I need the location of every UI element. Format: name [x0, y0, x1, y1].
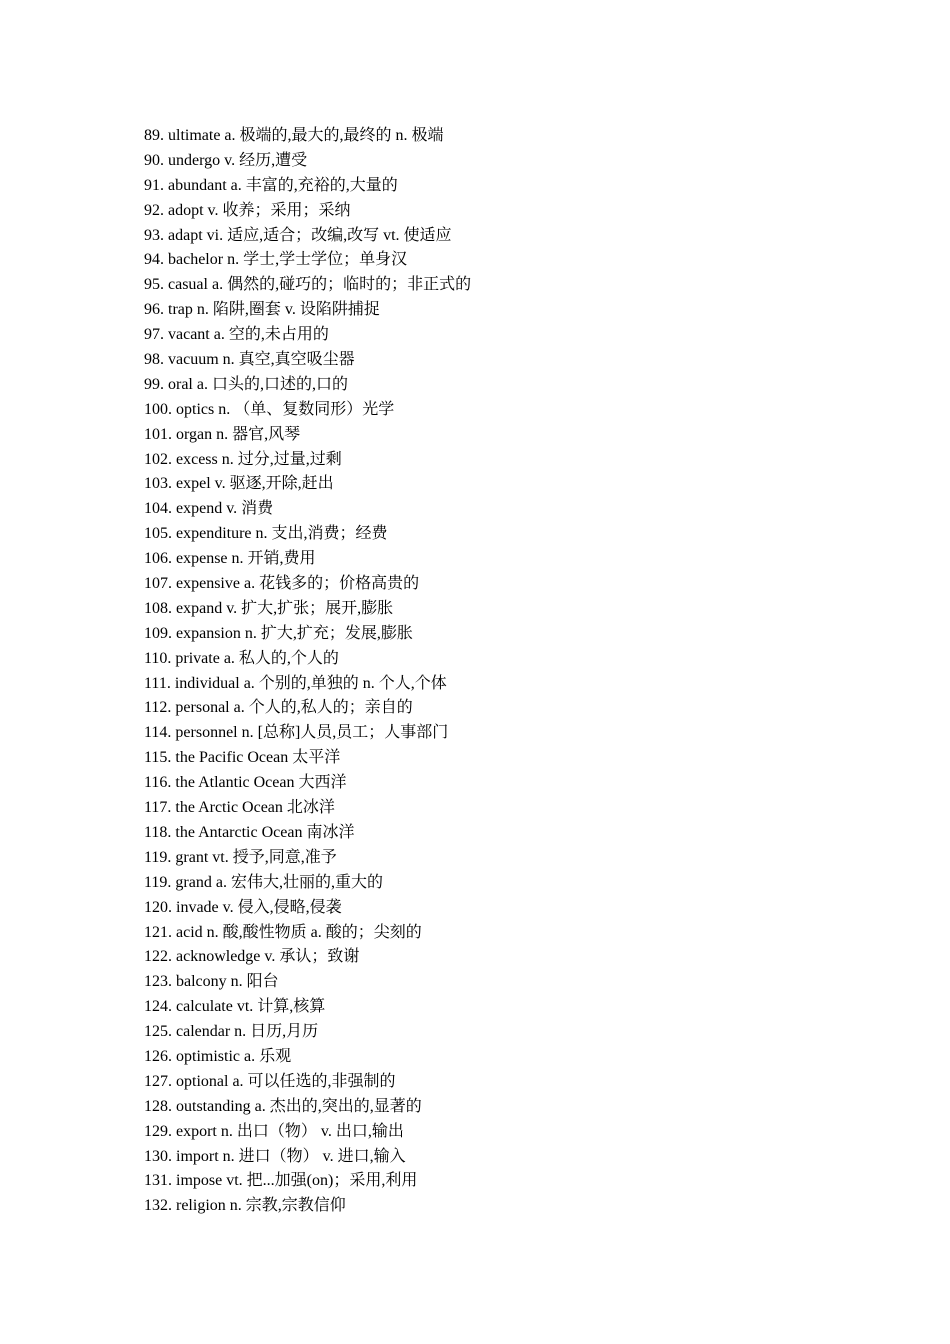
vocab-entry: 115. the Pacific Ocean 太平洋: [144, 749, 341, 767]
vocab-entry: 100. optics n. （单、复数同形）光学: [144, 400, 395, 418]
vocab-entry: 91. abundant a. 丰富的,充裕的,大量的: [144, 176, 398, 194]
vocab-entry: 110. private a. 私人的,个人的: [144, 649, 339, 667]
vocab-entry: 104. expend v. 消费: [144, 500, 274, 518]
vocab-entry: 118. the Antarctic Ocean 南冰洋: [144, 823, 355, 841]
vocab-entry: 99. oral a. 口头的,口述的,口的: [144, 375, 348, 393]
vocab-entry: 119. grant vt. 授予,同意,准予: [144, 848, 337, 866]
vocab-entry: 125. calendar n. 日历,月历: [144, 1023, 319, 1041]
vocab-entry: 95. casual a. 偶然的,碰巧的；临时的；非正式的: [144, 276, 472, 294]
vocab-entry: 103. expel v. 驱逐,开除,赶出: [144, 475, 334, 493]
vocab-entry: 123. balcony n. 阳台: [144, 973, 279, 991]
vocab-entry: 109. expansion n. 扩大,扩充；发展,膨胀: [144, 624, 413, 642]
vocab-entry: 124. calculate vt. 计算,核算: [144, 998, 326, 1016]
vocab-entry: 89. ultimate a. 极端的,最大的,最终的 n. 极端: [144, 127, 444, 144]
vocabulary-list: [144, 124, 471, 1219]
vocab-entry: 111. individual a. 个别的,单独的 n. 个人,个体: [144, 674, 447, 692]
vocab-entry: 119. grand a. 宏伟大,壮丽的,重大的: [144, 873, 383, 891]
vocab-entry: 108. expand v. 扩大,扩张；展开,膨胀: [144, 599, 394, 617]
vocab-entry: 132. religion n. 宗教,宗教信仰: [144, 1197, 346, 1215]
vocab-entry: 112. personal a. 个人的,私人的；亲自的: [144, 699, 413, 717]
vocab-entry: 98. vacuum n. 真空,真空吸尘器: [144, 351, 355, 369]
vocab-entry: 102. excess n. 过分,过量,过剩: [144, 450, 342, 468]
vocab-entry: 129. export n. 出口（物） v. 出口,输出: [144, 1122, 404, 1140]
vocab-entry: 120. invade v. 侵入,侵略,侵袭: [144, 898, 342, 916]
vocab-entry: 116. the Atlantic Ocean 大西洋: [144, 774, 347, 792]
vocab-entry: 114. personnel n. [总称]人员,员工；人事部门: [144, 724, 449, 742]
vocab-entry: 117. the Arctic Ocean 北冰洋: [144, 799, 335, 817]
vocab-entry: 93. adapt vi. 适应,适合；改编,改写 vt. 使适应: [144, 226, 452, 244]
vocab-entry: 94. bachelor n. 学士,学士学位；单身汉: [144, 251, 408, 269]
vocab-entry: 122. acknowledge v. 承认；致谢: [144, 948, 360, 966]
vocab-entry: 105. expenditure n. 支出,消费；经费: [144, 525, 388, 543]
vocab-entry: 106. expense n. 开销,费用: [144, 550, 316, 568]
vocab-entry: 90. undergo v. 经历,遭受: [144, 151, 308, 169]
vocab-entry: 92. adopt v. 收养；采用；采纳: [144, 201, 351, 219]
vocab-entry: 121. acid n. 酸,酸性物质 a. 酸的；尖刻的: [144, 923, 422, 941]
vocab-entry: 130. import n. 进口（物） v. 进口,输入: [144, 1147, 406, 1165]
vocab-entry: 101. organ n. 器官,风琴: [144, 425, 301, 443]
vocab-entry: 97. vacant a. 空的,未占用的: [144, 326, 329, 344]
vocab-entry: 107. expensive a. 花钱多的；价格高贵的: [144, 575, 420, 593]
vocab-entry: 127. optional a. 可以任选的,非强制的: [144, 1072, 396, 1090]
vocab-entry: 126. optimistic a. 乐观: [144, 1047, 292, 1065]
vocab-entry: 96. trap n. 陷阱,圈套 v. 设陷阱捕捉: [144, 301, 380, 319]
vocab-entry: 128. outstanding a. 杰出的,突出的,显著的: [144, 1097, 422, 1115]
vocab-entry: 131. impose vt. 把...加强(on)；采用,利用: [144, 1172, 418, 1190]
